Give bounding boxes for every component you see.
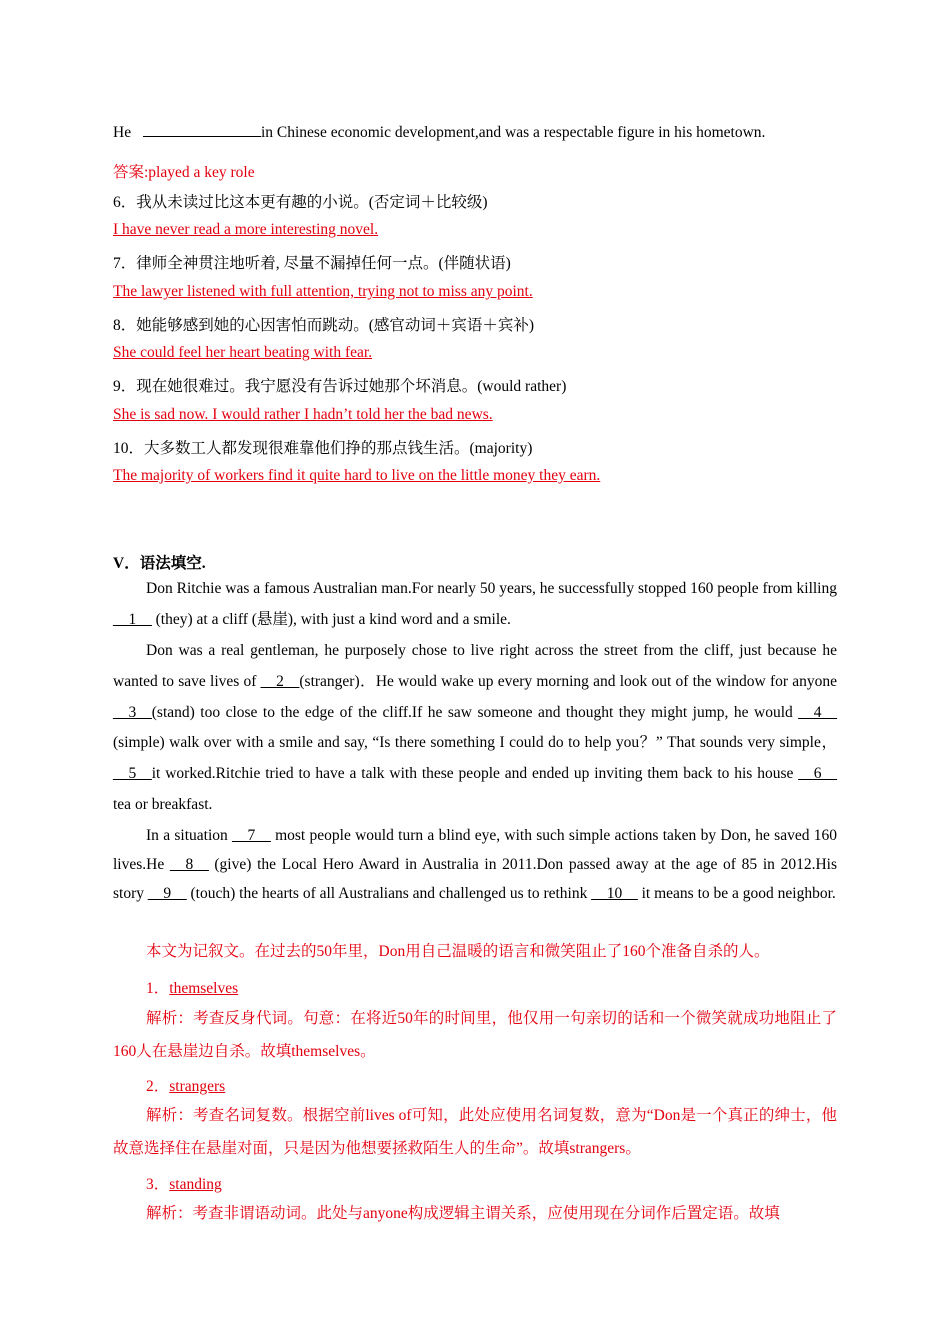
analysis-answer-2: 2．strangers [146,1078,226,1095]
translation-answer-10: The majority of workers find it quite hard to live on the little money they earn. [113,467,601,484]
passage-paragraph-1: Don Ritchie was a famous Australian man.For nearly 50 years, he successfully stopped 160 people from killing __1__ (they) at a cliff (悬崖), with just a kind word and a smile. [113,580,837,628]
gap-5: __5__ [113,765,152,783]
translation-prompt-7: 7．律师全神贯注地听着, 尽量不漏掉任何一点。(伴随状语) [113,255,511,272]
analysis-answer-1: 1．themselves [146,980,239,997]
gap-2: __2__ [260,672,300,690]
sentence-end: in Chinese economic development,and was a respectable figure in his hometown. [260,124,766,141]
analysis-explain-1: 解析：考查反身代词。句意：在将近50年的时间里，他仅用一句亲切的话和一个微笑就成功地阻止了160人在悬崖边自杀。故填themselves。 [113,1010,837,1060]
fill-in-blank [143,122,261,137]
gap-1: __1__ [113,610,152,628]
gap-6: __6__ [798,765,837,783]
section-heading: V．语法填空. [113,555,206,572]
translation-answer-9: She is sad now. I would rather I hadn’t told her the bad news. [113,406,493,423]
translation-prompt-8: 8．她能够感到她的心因害怕而跳动。(感官动词＋宾语＋宾补) [113,317,535,334]
translation-answer-6: I have never read a more interesting novel. [113,221,379,238]
gap-4: __4__ [798,703,837,721]
gap-10: __10__ [591,885,638,902]
analysis-explain-3: 解析：考查非谓语动词。此处与anyone构成逻辑主谓关系，应使用现在分词作后置定语。故填 [146,1205,780,1222]
translation-answer-7: The lawyer listened with full attention, trying not to miss any point. [113,283,533,300]
passage-paragraph-3: In a situation __7__ most people would turn a blind eye, with such simple actions taken by Don, he saved 160 lives.He __8__ (give) the Local Hero Award in Australia in 2011.Don passed away at the age of 85 in 2012.His story __9__ (touch) the hearts of all Australians and challenged us to rethink __10__ it means to be a good neighbor. [113,827,837,902]
translation-answer-8: She could feel her heart beating with fear. [113,344,373,361]
analysis-summary: 本文为记叙文。在过去的50年里，Don用自己温暖的语言和微笑阻止了160个准备自杀的人。 [146,943,770,960]
translation-prompt-10: 10．大多数工人都发现很难靠他们挣的那点钱生活。(majority) [113,440,533,457]
analysis-answer-3: 3．standing [146,1176,222,1193]
translation-prompt-6: 6．我从未读过比这本更有趣的小说。(否定词＋比较级) [113,194,488,211]
answer-5: 答案:played a key role [113,164,255,181]
translation-prompt-9: 9．现在她很难过。我宁愿没有告诉过她那个坏消息。(would rather) [113,378,567,395]
gap-8: __8__ [169,856,209,873]
passage-paragraph-2: Don was a real gentleman, he purposely chose to live right across the street from the cliff, just because he wanted to save lives of __2__(stranger)．He would wake up every morning and look out of the window for anyone __3__(stand) too close to the edge of the cliff.If he saw someone and thought they might jump, he would __4__ (simple) walk over with a smile and say, “Is there something I could do to help you？” That sounds very simple，__5__it worked.Ritchie tried to have a talk with these people and ended up inviting them back to his house __6__ tea or breakfast. [113,642,837,813]
gap-3: __3__ [113,703,152,721]
sentence-start: He [113,124,132,141]
analysis-explain-2: 解析：考查名词复数。根据空前lives of可知，此处应使用名词复数，意为“Don是一个真正的绅士，他故意选择住在悬崖对面，只是因为他想要拯救陌生人的生命”。故填strangers。 [113,1107,837,1157]
gap-7: __7__ [232,827,271,844]
exercise-sentence [113,122,765,142]
gap-9: __9__ [147,885,187,902]
